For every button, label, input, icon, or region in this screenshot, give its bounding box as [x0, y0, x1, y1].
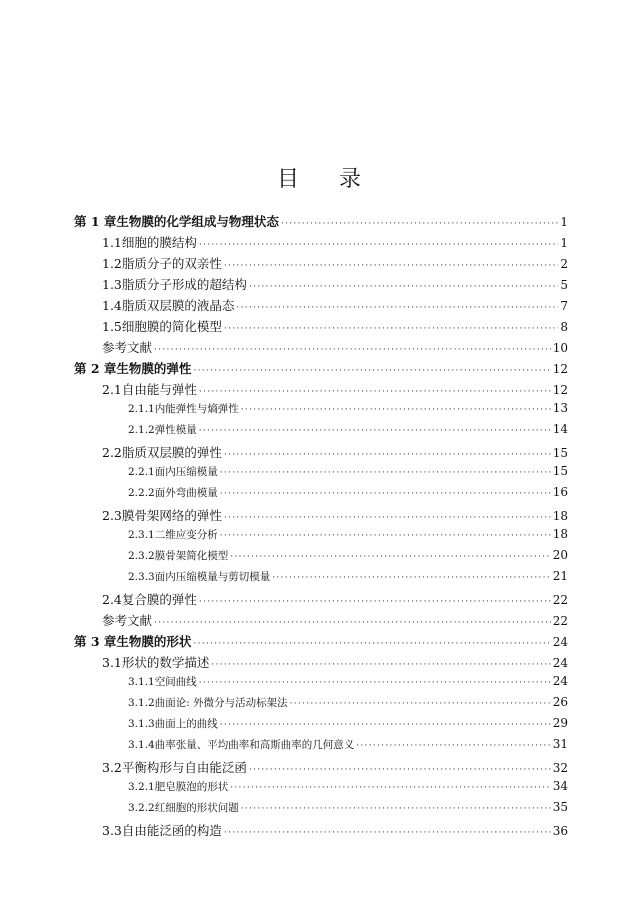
toc-entry-title: 面内压缩模量	[154, 466, 218, 478]
toc-section-row[interactable]	[74, 716, 568, 737]
toc-section-row[interactable]	[74, 401, 568, 422]
toc-entry-title: 膜骨架简化模型	[154, 550, 229, 562]
toc-entry-number: 第 3 章	[74, 634, 117, 649]
toc-page-number: 12	[552, 383, 568, 397]
toc-page-number: 31	[552, 737, 568, 751]
toc-page-number: 18	[552, 509, 568, 523]
toc-entry-number: 第 1 章	[74, 214, 117, 229]
toc-entry-number: 第 2 章	[74, 361, 117, 376]
toc-references-row[interactable]	[74, 611, 568, 632]
toc-leader-dots	[224, 324, 558, 334]
toc-entry-title: 形状的数学描述	[121, 655, 210, 670]
toc-entry-number: 3.1	[102, 655, 122, 670]
toc-section-row[interactable]	[74, 695, 568, 716]
toc-entry-title: 生物膜的弹性	[116, 361, 192, 376]
toc-entry-title: 弹性模量	[154, 424, 197, 436]
toc-entry-title: 空间曲线	[154, 676, 197, 688]
toc-page-number: 2	[560, 257, 568, 271]
toc-entry-number: 2.1.2	[128, 424, 155, 436]
toc-section-row[interactable]	[74, 758, 568, 779]
toc-entry-title: 曲率张量、平均曲率和高斯曲率的几何意义	[154, 739, 355, 751]
toc-entry-number: 3.3	[102, 823, 122, 838]
toc-page-number: 1	[560, 236, 568, 250]
toc-page-number: 34	[552, 779, 568, 793]
toc-entry-number: 3.2.2	[128, 802, 155, 814]
toc-entry-title: 曲面上的曲线	[154, 718, 218, 730]
toc-leader-dots	[199, 387, 551, 397]
toc-leader-dots	[249, 282, 558, 292]
toc-entry-number: 2.3.3	[128, 571, 155, 583]
toc-leader-dots	[230, 783, 551, 793]
toc-entry-title: 自由能泛函的构造	[121, 823, 222, 838]
toc-page-number: 1	[560, 215, 568, 229]
toc-entry-number: 3.2	[102, 760, 122, 775]
toc-page-number: 20	[552, 548, 568, 562]
toc-leader-dots	[272, 573, 551, 583]
toc-section-row[interactable]	[74, 506, 568, 527]
toc-entry-title: 生物膜的化学组成与物理状态	[116, 214, 279, 229]
toc-section-row[interactable]	[74, 737, 568, 758]
toc-entry-number: 3.2.1	[128, 781, 155, 793]
toc-entry-number: 1.3	[102, 277, 122, 292]
toc-leader-dots	[199, 426, 551, 436]
toc-page-number: 24	[552, 635, 568, 649]
toc-entry-number: 2.3.1	[128, 529, 155, 541]
toc-entry-title: 脂质分子形成的超结构	[121, 277, 247, 292]
toc-page-number: 10	[552, 341, 568, 355]
toc-leader-dots	[281, 219, 558, 229]
toc-page-number: 14	[552, 422, 568, 436]
toc-page-number: 24	[552, 656, 568, 670]
toc-entry-title: 参考文献	[102, 340, 153, 355]
toc-section-row[interactable]	[74, 779, 568, 800]
toc-section-row[interactable]	[74, 821, 568, 842]
toc-leader-dots	[199, 240, 558, 250]
toc-page-number: 8	[560, 320, 568, 334]
table-of-contents	[74, 212, 568, 842]
toc-entry-title: 面内压缩模量与剪切模量	[154, 571, 271, 583]
toc-page-number: 24	[552, 674, 568, 688]
toc-page-number: 5	[560, 278, 568, 292]
toc-leader-dots	[224, 828, 551, 838]
toc-page-number: 26	[552, 695, 568, 709]
toc-entry-number: 2.2.1	[128, 466, 155, 478]
toc-entry-number: 3.1.2	[128, 697, 155, 709]
toc-leader-dots	[154, 618, 551, 628]
toc-section-row[interactable]	[74, 443, 568, 464]
toc-entry-title: 面外弯曲模量	[154, 487, 218, 499]
toc-leader-dots	[211, 660, 550, 670]
toc-chapter-row[interactable]	[74, 359, 568, 380]
toc-leader-dots	[249, 765, 551, 775]
toc-entry-title: 红细胞的形状问题	[154, 802, 239, 814]
toc-leader-dots	[290, 699, 551, 709]
toc-entry-number: 2.2	[102, 445, 122, 460]
toc-leader-dots	[199, 597, 551, 607]
toc-entry-number: 2.4	[102, 592, 122, 607]
toc-section-row[interactable]	[74, 380, 568, 401]
toc-page-number: 36	[552, 824, 568, 838]
toc-entry-title: 生物膜的形状	[116, 634, 192, 649]
toc-leader-dots	[224, 513, 551, 523]
toc-entry-number: 3.1.1	[128, 676, 155, 688]
toc-page-number: 7	[560, 299, 568, 313]
toc-section-row[interactable]	[74, 422, 568, 443]
toc-section-row[interactable]	[74, 569, 568, 590]
toc-entry-title: 细胞膜的简化模型	[121, 319, 222, 334]
toc-chapter-row[interactable]	[74, 212, 568, 233]
toc-leader-dots	[193, 639, 550, 649]
toc-entry-title: 细胞的膜结构	[121, 235, 197, 250]
toc-leader-dots	[230, 552, 551, 562]
toc-entry-number: 1.4	[102, 298, 122, 313]
toc-entry-title: 膜骨架网络的弹性	[121, 508, 222, 523]
toc-page-number: 22	[552, 593, 568, 607]
page-title	[0, 162, 638, 193]
toc-page-number: 29	[552, 716, 568, 730]
toc-page-number: 15	[552, 446, 568, 460]
toc-leader-dots	[220, 720, 551, 730]
toc-entry-number: 3.1.4	[128, 739, 155, 751]
toc-section-row[interactable]	[74, 275, 568, 296]
title-char-2: 录	[339, 167, 362, 192]
toc-page-number: 32	[552, 761, 568, 775]
toc-entry-number: 1.5	[102, 319, 122, 334]
toc-entry-title: 肥皂膜泡的形状	[154, 781, 229, 793]
toc-entry-title: 复合膜的弹性	[121, 592, 197, 607]
toc-section-row[interactable]	[74, 254, 568, 275]
toc-entry-title: 平衡构形与自由能泛函	[121, 760, 247, 775]
toc-entry-title: 脂质双层膜的液晶态	[121, 298, 235, 313]
toc-page-number: 35	[552, 800, 568, 814]
toc-entry-number: 2.3	[102, 508, 122, 523]
toc-section-row[interactable]	[74, 527, 568, 548]
toc-leader-dots	[220, 468, 551, 478]
toc-section-row[interactable]	[74, 317, 568, 338]
toc-leader-dots	[241, 804, 551, 814]
toc-section-row[interactable]	[74, 548, 568, 569]
toc-section-row[interactable]	[74, 653, 568, 674]
toc-leader-dots	[224, 261, 558, 271]
toc-section-row[interactable]	[74, 800, 568, 821]
toc-entry-title: 二维应变分析	[154, 529, 218, 541]
toc-section-row[interactable]	[74, 296, 568, 317]
toc-entry-number: 2.2.2	[128, 487, 155, 499]
toc-page-number: 18	[552, 527, 568, 541]
toc-leader-dots	[241, 405, 551, 415]
toc-entry-number: 3.1.3	[128, 718, 155, 730]
toc-section-row[interactable]	[74, 233, 568, 254]
toc-leader-dots	[199, 678, 551, 688]
toc-page-number: 13	[552, 401, 568, 415]
toc-entry-title: 参考文献	[102, 613, 153, 628]
toc-section-row[interactable]	[74, 590, 568, 611]
toc-entry-title: 自由能与弹性	[121, 382, 197, 397]
toc-page-number: 22	[552, 614, 568, 628]
toc-entry-title: 脂质双层膜的弹性	[121, 445, 222, 460]
toc-leader-dots	[356, 741, 551, 751]
toc-entry-number: 1.2	[102, 256, 122, 271]
toc-page-number: 16	[552, 485, 568, 499]
toc-leader-dots	[154, 345, 551, 355]
toc-entry-title: 内能弹性与熵弹性	[154, 403, 239, 415]
toc-section-row[interactable]	[74, 674, 568, 695]
toc-entry-number: 2.3.2	[128, 550, 155, 562]
toc-page-number: 15	[552, 464, 568, 478]
toc-references-row[interactable]	[74, 338, 568, 359]
toc-page-number: 21	[552, 569, 568, 583]
toc-entry-title: 脂质分子的双亲性	[121, 256, 222, 271]
toc-entry-title: 曲面论: 外微分与活动标架法	[154, 697, 288, 709]
toc-leader-dots	[220, 531, 551, 541]
toc-leader-dots	[236, 303, 558, 313]
toc-entry-number: 2.1.1	[128, 403, 155, 415]
toc-entry-number: 2.1	[102, 382, 122, 397]
toc-page-number: 12	[552, 362, 568, 376]
title-char-1: 目	[276, 167, 299, 192]
toc-section-row[interactable]	[74, 464, 568, 485]
toc-leader-dots	[193, 366, 550, 376]
toc-section-row[interactable]	[74, 485, 568, 506]
toc-chapter-row[interactable]	[74, 632, 568, 653]
toc-leader-dots	[220, 489, 551, 499]
toc-leader-dots	[224, 450, 551, 460]
toc-entry-number: 1.1	[102, 235, 122, 250]
